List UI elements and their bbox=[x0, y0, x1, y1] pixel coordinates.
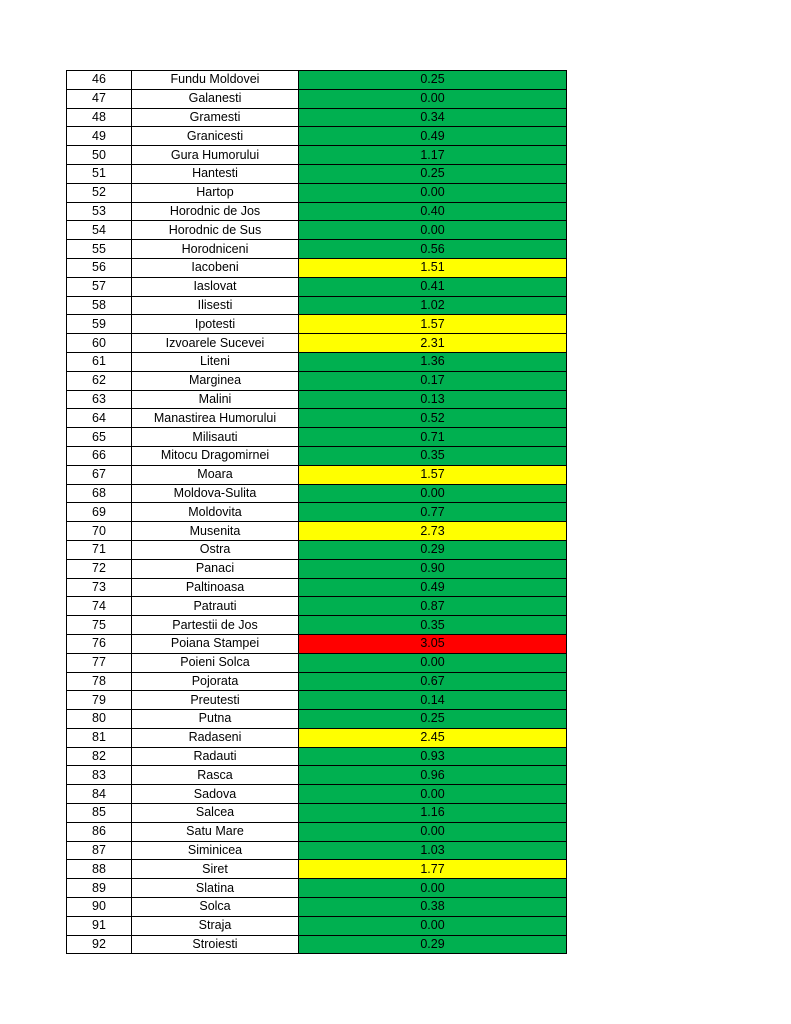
row-number-cell: 63 bbox=[67, 390, 132, 409]
row-number-cell: 67 bbox=[67, 465, 132, 484]
table-row bbox=[67, 503, 567, 522]
row-number-cell: 87 bbox=[67, 841, 132, 860]
locality-name-cell: Ilisesti bbox=[132, 296, 299, 315]
table-row bbox=[67, 804, 567, 823]
locality-name-cell: Panaci bbox=[132, 559, 299, 578]
value-cell: 0.29 bbox=[299, 935, 567, 954]
table-row bbox=[67, 935, 567, 954]
value-cell: 3.05 bbox=[299, 634, 567, 653]
row-number-cell: 48 bbox=[67, 108, 132, 127]
table-row bbox=[67, 559, 567, 578]
value-cell: 0.67 bbox=[299, 672, 567, 691]
row-number-cell: 72 bbox=[67, 559, 132, 578]
table-row bbox=[67, 484, 567, 503]
locality-name-cell: Patrauti bbox=[132, 597, 299, 616]
row-number-cell: 47 bbox=[67, 89, 132, 108]
table-row bbox=[67, 183, 567, 202]
row-number-cell: 53 bbox=[67, 202, 132, 221]
row-number-cell: 73 bbox=[67, 578, 132, 597]
table-row bbox=[67, 578, 567, 597]
locality-name-cell: Gramesti bbox=[132, 108, 299, 127]
table-row bbox=[67, 728, 567, 747]
row-number-cell: 83 bbox=[67, 766, 132, 785]
value-cell: 1.16 bbox=[299, 804, 567, 823]
row-number-cell: 57 bbox=[67, 277, 132, 296]
table-row bbox=[67, 371, 567, 390]
table-body bbox=[67, 71, 567, 954]
value-cell: 0.49 bbox=[299, 578, 567, 597]
locality-name-cell: Ostra bbox=[132, 540, 299, 559]
table-row bbox=[67, 240, 567, 259]
value-cell: 0.00 bbox=[299, 916, 567, 935]
table-row bbox=[67, 390, 567, 409]
value-cell: 0.56 bbox=[299, 240, 567, 259]
row-number-cell: 56 bbox=[67, 258, 132, 277]
table-row bbox=[67, 164, 567, 183]
locality-name-cell: Siminicea bbox=[132, 841, 299, 860]
locality-name-cell: Hantesti bbox=[132, 164, 299, 183]
value-cell: 0.77 bbox=[299, 503, 567, 522]
row-number-cell: 55 bbox=[67, 240, 132, 259]
value-cell: 0.34 bbox=[299, 108, 567, 127]
row-number-cell: 85 bbox=[67, 804, 132, 823]
locality-name-cell: Putna bbox=[132, 710, 299, 729]
table-row bbox=[67, 898, 567, 917]
table-row bbox=[67, 597, 567, 616]
table-row bbox=[67, 785, 567, 804]
locality-name-cell: Liteni bbox=[132, 352, 299, 371]
row-number-cell: 82 bbox=[67, 747, 132, 766]
value-cell: 1.57 bbox=[299, 465, 567, 484]
locality-name-cell: Hartop bbox=[132, 183, 299, 202]
locality-name-cell: Horodnic de Jos bbox=[132, 202, 299, 221]
value-cell: 0.00 bbox=[299, 484, 567, 503]
table-row bbox=[67, 428, 567, 447]
row-number-cell: 91 bbox=[67, 916, 132, 935]
locality-name-cell: Preutesti bbox=[132, 691, 299, 710]
value-cell: 0.93 bbox=[299, 747, 567, 766]
locality-name-cell: Ipotesti bbox=[132, 315, 299, 334]
locality-name-cell: Mitocu Dragomirnei bbox=[132, 446, 299, 465]
value-cell: 0.00 bbox=[299, 653, 567, 672]
table-row bbox=[67, 465, 567, 484]
row-number-cell: 46 bbox=[67, 71, 132, 90]
table-row bbox=[67, 634, 567, 653]
locality-name-cell: Rasca bbox=[132, 766, 299, 785]
locality-name-cell: Siret bbox=[132, 860, 299, 879]
value-cell: 0.38 bbox=[299, 898, 567, 917]
value-cell: 0.29 bbox=[299, 540, 567, 559]
value-cell: 0.71 bbox=[299, 428, 567, 447]
locality-name-cell: Stroiesti bbox=[132, 935, 299, 954]
locality-name-cell: Gura Humorului bbox=[132, 146, 299, 165]
table-row bbox=[67, 653, 567, 672]
row-number-cell: 77 bbox=[67, 653, 132, 672]
row-number-cell: 62 bbox=[67, 371, 132, 390]
value-cell: 1.36 bbox=[299, 352, 567, 371]
value-cell: 0.40 bbox=[299, 202, 567, 221]
value-cell: 1.77 bbox=[299, 860, 567, 879]
locality-name-cell: Galanesti bbox=[132, 89, 299, 108]
value-cell: 0.00 bbox=[299, 183, 567, 202]
value-cell: 1.02 bbox=[299, 296, 567, 315]
locality-name-cell: Solca bbox=[132, 898, 299, 917]
table-row bbox=[67, 315, 567, 334]
row-number-cell: 89 bbox=[67, 879, 132, 898]
table-row bbox=[67, 221, 567, 240]
locality-name-cell: Moldovita bbox=[132, 503, 299, 522]
locality-name-cell: Moara bbox=[132, 465, 299, 484]
value-cell: 0.00 bbox=[299, 879, 567, 898]
value-cell: 0.52 bbox=[299, 409, 567, 428]
value-cell: 0.00 bbox=[299, 89, 567, 108]
row-number-cell: 74 bbox=[67, 597, 132, 616]
value-cell: 0.41 bbox=[299, 277, 567, 296]
row-number-cell: 70 bbox=[67, 522, 132, 541]
value-cell: 0.90 bbox=[299, 559, 567, 578]
row-number-cell: 49 bbox=[67, 127, 132, 146]
locality-name-cell: Iacobeni bbox=[132, 258, 299, 277]
row-number-cell: 86 bbox=[67, 822, 132, 841]
row-number-cell: 79 bbox=[67, 691, 132, 710]
row-number-cell: 88 bbox=[67, 860, 132, 879]
row-number-cell: 76 bbox=[67, 634, 132, 653]
table-row bbox=[67, 89, 567, 108]
table-row bbox=[67, 202, 567, 221]
value-cell: 0.13 bbox=[299, 390, 567, 409]
locality-name-cell: Poiana Stampei bbox=[132, 634, 299, 653]
locality-name-cell: Sadova bbox=[132, 785, 299, 804]
table-row bbox=[67, 352, 567, 371]
row-number-cell: 65 bbox=[67, 428, 132, 447]
row-number-cell: 69 bbox=[67, 503, 132, 522]
value-cell: 2.45 bbox=[299, 728, 567, 747]
table-row bbox=[67, 879, 567, 898]
locality-name-cell: Iaslovat bbox=[132, 277, 299, 296]
table-row bbox=[67, 409, 567, 428]
value-cell: 0.87 bbox=[299, 597, 567, 616]
locality-name-cell: Salcea bbox=[132, 804, 299, 823]
row-number-cell: 54 bbox=[67, 221, 132, 240]
table-row bbox=[67, 334, 567, 353]
row-number-cell: 61 bbox=[67, 352, 132, 371]
row-number-cell: 68 bbox=[67, 484, 132, 503]
table-row bbox=[67, 446, 567, 465]
locality-name-cell: Pojorata bbox=[132, 672, 299, 691]
locality-name-cell: Satu Mare bbox=[132, 822, 299, 841]
table-row bbox=[67, 540, 567, 559]
value-cell: 1.03 bbox=[299, 841, 567, 860]
value-cell: 0.25 bbox=[299, 164, 567, 183]
row-number-cell: 90 bbox=[67, 898, 132, 917]
row-number-cell: 84 bbox=[67, 785, 132, 804]
locality-name-cell: Moldova-Sulita bbox=[132, 484, 299, 503]
table-row bbox=[67, 296, 567, 315]
row-number-cell: 92 bbox=[67, 935, 132, 954]
value-cell: 0.25 bbox=[299, 71, 567, 90]
locality-name-cell: Malini bbox=[132, 390, 299, 409]
locality-name-cell: Granicesti bbox=[132, 127, 299, 146]
table-row bbox=[67, 747, 567, 766]
locality-name-cell: Partestii de Jos bbox=[132, 616, 299, 635]
locality-name-cell: Marginea bbox=[132, 371, 299, 390]
locality-name-cell: Izvoarele Sucevei bbox=[132, 334, 299, 353]
table-row bbox=[67, 691, 567, 710]
locality-name-cell: Horodniceni bbox=[132, 240, 299, 259]
value-cell: 1.17 bbox=[299, 146, 567, 165]
value-cell: 0.00 bbox=[299, 785, 567, 804]
locality-name-cell: Poieni Solca bbox=[132, 653, 299, 672]
locality-name-cell: Manastirea Humorului bbox=[132, 409, 299, 428]
row-number-cell: 60 bbox=[67, 334, 132, 353]
table-row bbox=[67, 616, 567, 635]
locality-name-cell: Radauti bbox=[132, 747, 299, 766]
row-number-cell: 81 bbox=[67, 728, 132, 747]
value-cell: 0.17 bbox=[299, 371, 567, 390]
row-number-cell: 80 bbox=[67, 710, 132, 729]
locality-name-cell: Fundu Moldovei bbox=[132, 71, 299, 90]
value-cell: 0.35 bbox=[299, 446, 567, 465]
data-table bbox=[66, 70, 567, 954]
row-number-cell: 59 bbox=[67, 315, 132, 334]
locality-name-cell: Radaseni bbox=[132, 728, 299, 747]
table-row bbox=[67, 710, 567, 729]
row-number-cell: 75 bbox=[67, 616, 132, 635]
table-row bbox=[67, 277, 567, 296]
row-number-cell: 52 bbox=[67, 183, 132, 202]
row-number-cell: 66 bbox=[67, 446, 132, 465]
table-row bbox=[67, 841, 567, 860]
value-cell: 2.31 bbox=[299, 334, 567, 353]
row-number-cell: 51 bbox=[67, 164, 132, 183]
table-row bbox=[67, 108, 567, 127]
table-row bbox=[67, 146, 567, 165]
value-cell: 0.35 bbox=[299, 616, 567, 635]
value-cell: 0.49 bbox=[299, 127, 567, 146]
value-cell: 0.96 bbox=[299, 766, 567, 785]
table-row bbox=[67, 522, 567, 541]
locality-name-cell: Paltinoasa bbox=[132, 578, 299, 597]
locality-name-cell: Horodnic de Sus bbox=[132, 221, 299, 240]
table-row bbox=[67, 71, 567, 90]
value-cell: 0.14 bbox=[299, 691, 567, 710]
value-cell: 0.00 bbox=[299, 221, 567, 240]
locality-name-cell: Musenita bbox=[132, 522, 299, 541]
row-number-cell: 58 bbox=[67, 296, 132, 315]
locality-name-cell: Milisauti bbox=[132, 428, 299, 447]
table-row bbox=[67, 672, 567, 691]
table-row bbox=[67, 766, 567, 785]
row-number-cell: 64 bbox=[67, 409, 132, 428]
value-cell: 1.57 bbox=[299, 315, 567, 334]
row-number-cell: 78 bbox=[67, 672, 132, 691]
table-row bbox=[67, 916, 567, 935]
value-cell: 0.25 bbox=[299, 710, 567, 729]
value-cell: 2.73 bbox=[299, 522, 567, 541]
table-row bbox=[67, 860, 567, 879]
value-cell: 0.00 bbox=[299, 822, 567, 841]
locality-name-cell: Slatina bbox=[132, 879, 299, 898]
table-row bbox=[67, 822, 567, 841]
locality-name-cell: Straja bbox=[132, 916, 299, 935]
value-cell: 1.51 bbox=[299, 258, 567, 277]
table-row bbox=[67, 127, 567, 146]
row-number-cell: 50 bbox=[67, 146, 132, 165]
table-row bbox=[67, 258, 567, 277]
row-number-cell: 71 bbox=[67, 540, 132, 559]
